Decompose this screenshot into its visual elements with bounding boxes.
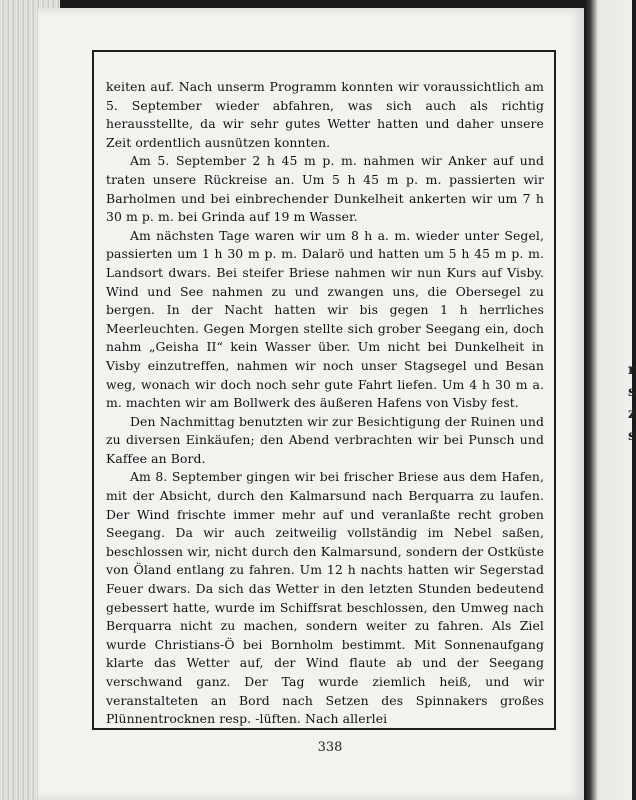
next-page-fragment: r xyxy=(628,362,636,378)
next-page-fragment: s xyxy=(628,428,636,444)
paragraph: Am 5. September 2 h 45 m p. m. nahmen wir Anker auf und traten unsere Rückreise an. Um 5 h 45 m p. m. passierten wir Barholmen und bei einbrechender Dunkelheit ankerten wir um 7 h 30 m p. m. bei Grinda auf 19 m Wasser. xyxy=(106,153,544,225)
next-page-fragment: z xyxy=(628,406,636,422)
next-page-edge xyxy=(584,0,636,800)
next-page-fragment: s xyxy=(628,384,636,400)
body-text xyxy=(106,78,544,729)
paragraph: Den Nachmittag benutzten wir zur Besichtigung der Ruinen und zu diversen Einkäufen; den Abend verbrachten wir bei Punsch und Kaffee an Bord. xyxy=(106,413,544,466)
page-number: 338 xyxy=(317,740,343,755)
paragraph: Am nächsten Tage waren wir um 8 h a. m. wieder unter Segel, passierten um 1 h 30 m p. m. Dalarö und hatten um 5 h 45 m p. m. Landsort dwars. Bei steifer Briese nahmen wir nun Kurs auf Visby. Wind und See nahmen zu und zwangen uns, die Obersegel zu bergen. In der Nacht hatten wir bis gegen 1 h herrliches Meerleuchten. Gegen Morgen stellte sich grober Seegang ein, doch nahm „Geisha II“ kein Wasser über. Um nicht bei Dunkelheit in Visby einzutreffen, nahmen wir noch unser Stagsegel und Besan weg, wonach wir doch noch sehr gute Fahrt liefen. Um 4 h 30 m a. m. machten wir am Bollwerk des äußeren Hafens von Visby fest. xyxy=(106,227,544,411)
paragraph: keiten auf. Nach unserm Programm konnten wir voraussichtlich am 5. September wieder abfahren, was sich auch als richtig herausstellte, da wir sehr gutes Wetter hatten und daher unsere Zeit ordentlich ausnützen konnten. xyxy=(106,79,544,150)
paragraph: Am 8. September gingen wir bei frischer Briese aus dem Hafen, mit der Absicht, durch den Kalmarsund nach Berquarra zu laufen. Der Wind frischte immer mehr auf und veranlaßte recht groben Seegang. Da wir auch zeitweilig vollständig im Nebel saßen, beschlossen wir, nicht durch den Kalmarsund, sondern der Ostküste von Öland entlang zu fahren. Um 12 h nachts hatten wir Segerstad Feuer dwars. Da sich das Wetter in den letzten Stunden bedeutend gebessert hatte, wurde im Schiffsrat beschlossen, den Umweg nach Berquarra nicht zu machen, sondern weiter zu fahren. Als Ziel wurde Christians-Ö bei Bornholm bestimmt. Mit Sonnenaufgang klarte das Wetter auf, der Wind flaute ab und der Seegang verschwand ganz. Der Tag wurde ziemlich heiß, und wir veranstalteten an Bord nach Setzen des Spinnakers großes Plünnentrocknen resp. -lüften. Nach allerlei xyxy=(106,469,544,727)
